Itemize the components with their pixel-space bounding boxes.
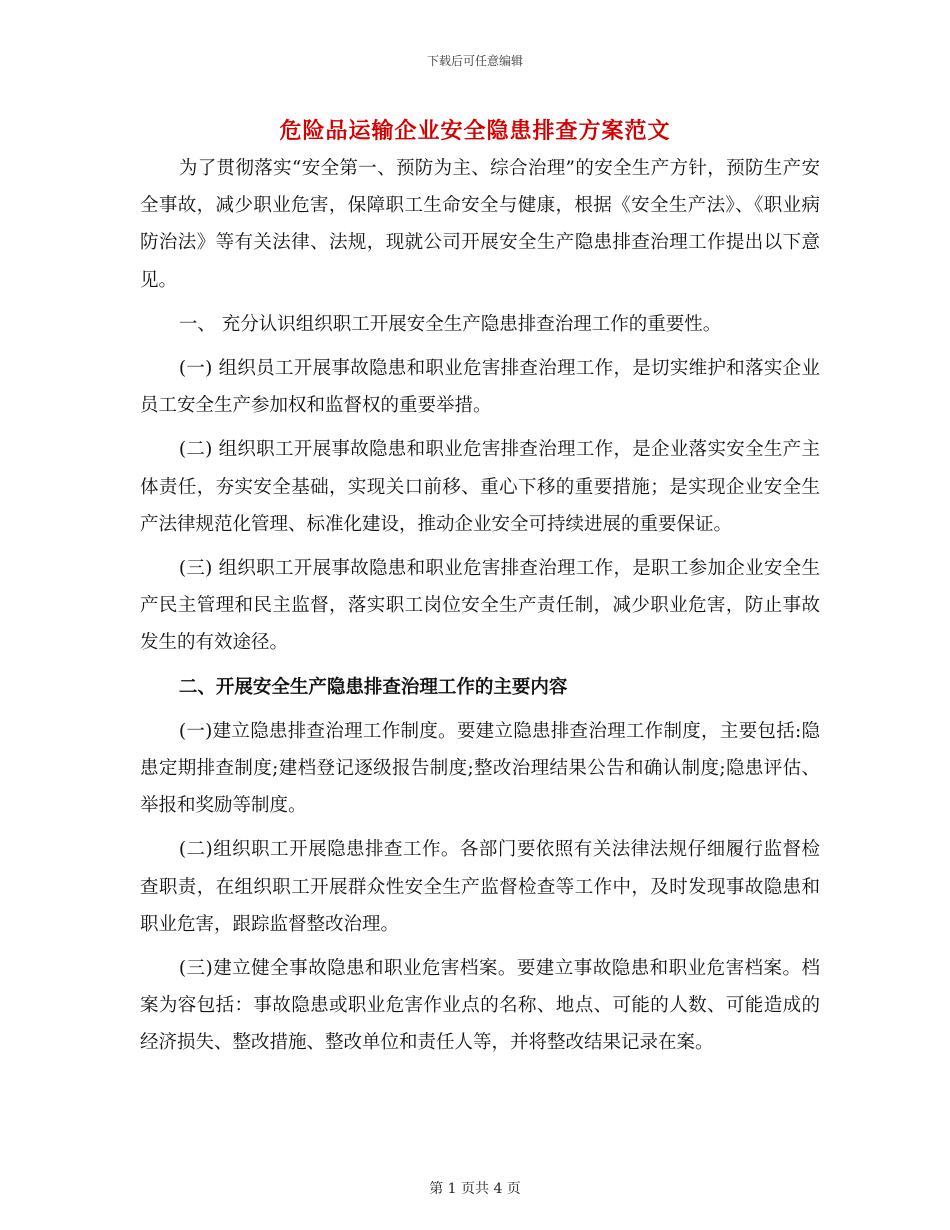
section-heading-2: 二、开展安全生产隐患排查治理工作的主要内容: [178, 676, 568, 698]
section-1-item-2: (二) 组织职工开展事故隐患和职业危害排查治理工作，是企业落实安全生产主体责任，夯实安全基础，实现关口前移、重心下移的重要措施；是实现企业安全生产法律规范化管理、标准化建设，推动企业安全可持续进展的重要保证。: [140, 439, 820, 535]
intro-paragraph: 为了贯彻落实“安全第一、预防为主、综合治理”的安全生产方针，预防生产安全事故，减少职业危害，保障职工生命安全与健康，根据《安全生产法》、《职业病防治法》等有关法律、法规，现就公司开展安全生产隐患排查治理工作提出以下意见。: [140, 158, 820, 291]
page-number-footer: 第 1 页共 4 页: [429, 1181, 521, 1197]
section-2-item-1: (一)建立隐患排查治理工作制度。要建立隐患排查治理工作制度，主要包括:隐患定期排查制度;建档登记逐级报告制度;整改治理结果公告和确认制度;隐患评估、举报和奖励等制度。: [140, 720, 820, 817]
section-1-item-1: (一) 组织员工开展事故隐患和职业危害排查治理工作，是切实维护和落实企业员工安全生产参加权和监督权的重要举措。: [140, 358, 820, 417]
section-heading-1: 一、 充分认识组织职工开展安全生产隐患排查治理工作的重要性。: [178, 313, 722, 335]
section-2-item-2: (二)组织职工开展隐患排查工作。各部门要依照有关法律法规仔细履行监督检查职责，在组织职工开展群众性安全生产监督检查等工作中，及时发现事故隐患和职业危害，跟踪监督整改治理。: [140, 839, 820, 935]
section-1-item-3: (三) 组织职工开展事故隐患和职业危害排查治理工作，是职工参加企业安全生产民主管理和民主监督，落实职工岗位安全生产责任制，减少职业危害，防止事故发生的有效途径。: [140, 558, 820, 654]
section-2-item-3: (三)建立健全事故隐患和职业危害档案。要建立事故隐患和职业危害档案。档案为容包括：事故隐患或职业危害作业点的名称、地点、可能的人数、可能造成的经济损失、整改措施、整改单位和责任人等，并将整改结果记录在案。: [140, 958, 820, 1054]
document-title: 危险品运输企业安全隐患排查方案范文: [279, 118, 671, 144]
page-header-note: 下载后可任意编辑: [426, 54, 523, 68]
document-body: [140, 150, 820, 1069]
